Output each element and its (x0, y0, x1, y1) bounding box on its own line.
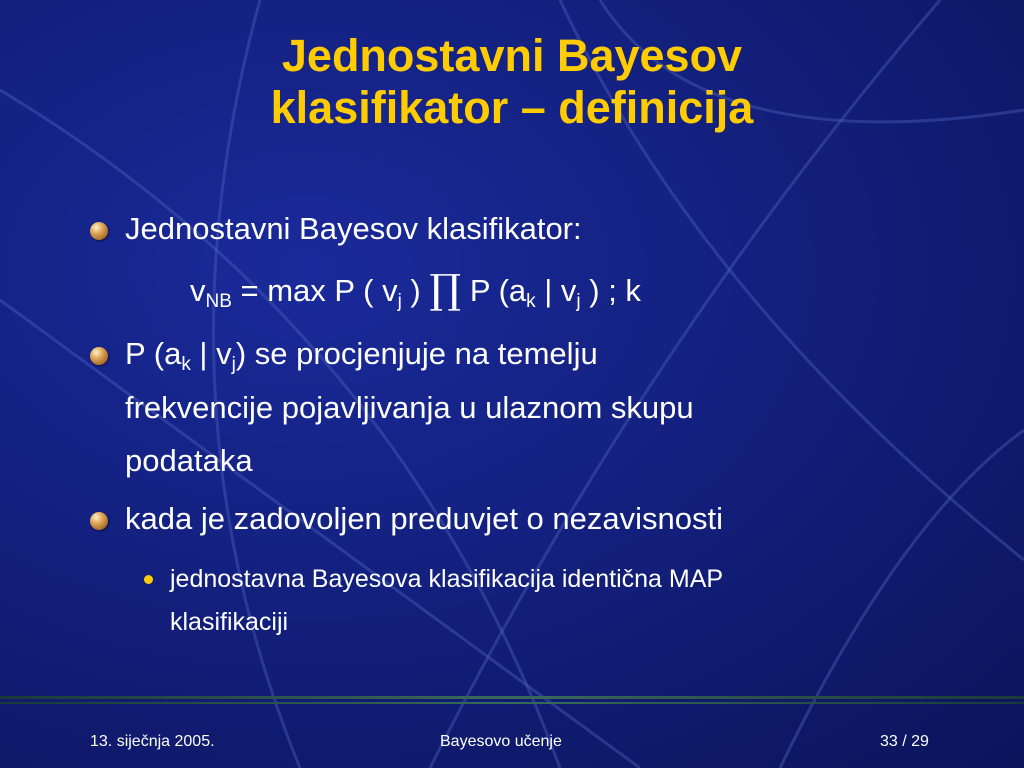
bullet-2-line-2: frekvencije pojavljivanja u ulaznom skupu (125, 390, 694, 425)
bullet-icon (90, 222, 108, 240)
formula-line: $v_{NB} = \max P$ ( $v_j$ ) ∏ P ($a_k$ | $v_j$ ) ; k (190, 267, 641, 313)
bullet-3-text: kada je zadovoljen preduvjet o nezavisnosti (125, 501, 723, 536)
bullet-2-line-1: P ($a_k$ | $v_j$) se procjenjuje na temelju (125, 336, 598, 375)
title-line-1: Jednostavni Bayesov (281, 30, 743, 81)
footer-title: Bayesovo učenje (440, 733, 562, 750)
sub-bullet-line-1: jednostavna Bayesova klasifikacija identična MAP (170, 565, 724, 593)
footer-date: 13. siječnja 2005. (90, 733, 215, 750)
footer-divider (0, 702, 1024, 704)
slide-title (0, 30, 1024, 134)
bullet-1-text: Jednostavni Bayesov klasifikator: (125, 211, 582, 246)
bullet-icon (90, 512, 108, 530)
bullet-icon (90, 347, 108, 365)
sub-bullet-line-2: klasifikaciji (170, 608, 289, 636)
product-symbol: ∏ (429, 267, 462, 313)
bullet-2-line-3: podataka (125, 443, 253, 478)
footer-page-number: 33 / 29 (880, 733, 929, 750)
footer-divider (0, 696, 1024, 699)
title-line-2: klasifikator – definicija (270, 82, 754, 133)
sub-bullet-icon (144, 575, 153, 584)
